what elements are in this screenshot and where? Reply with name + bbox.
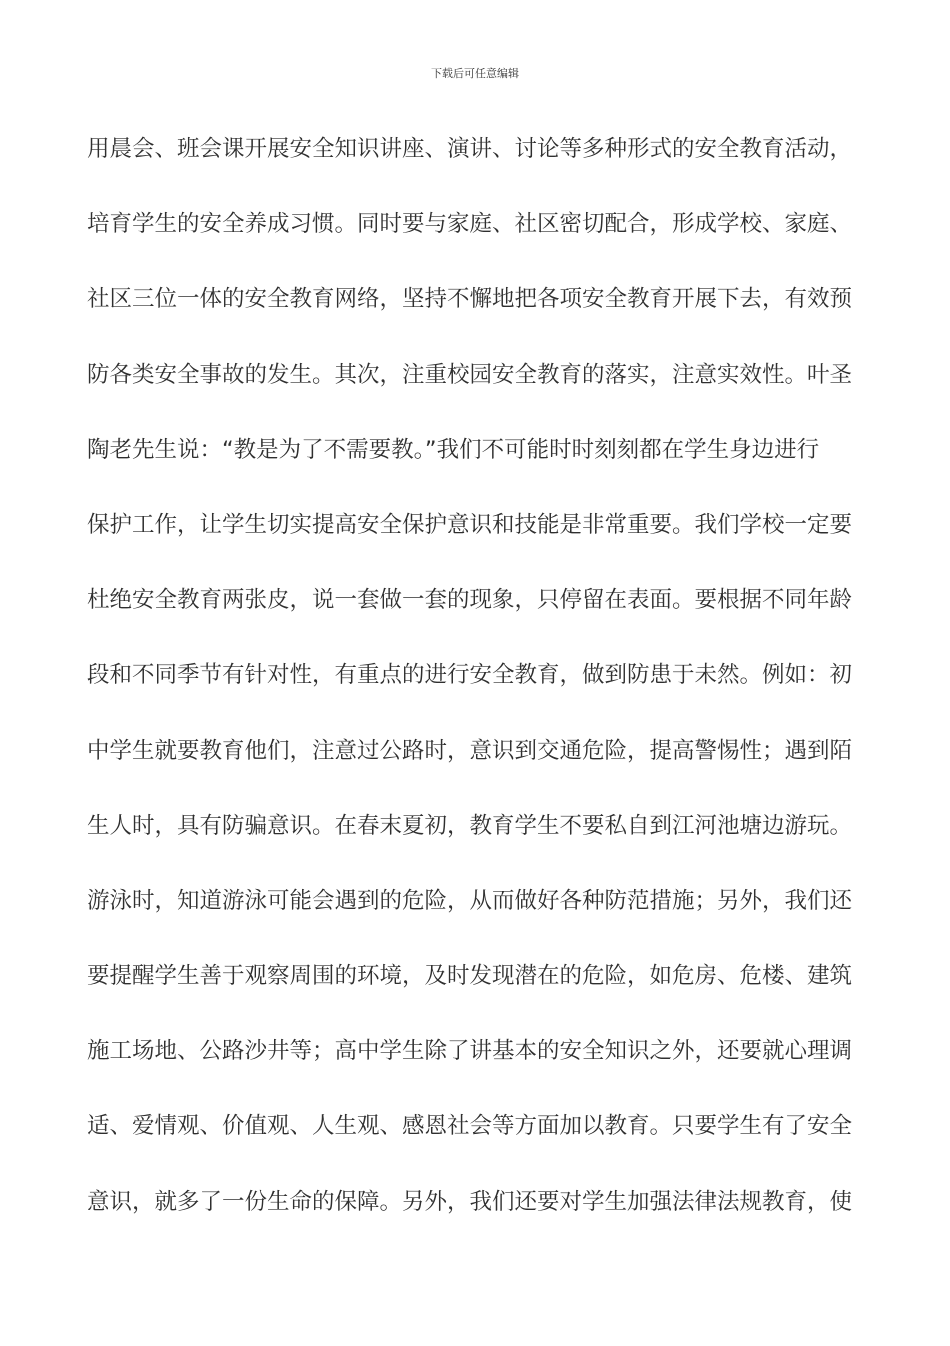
text-line: 陶老先生说：“教是为了不需要教。”我们不可能时时刻刻都在学生身边进行 [87,436,820,463]
text-line: 防各类安全事故的发生。其次，注重校园安全教育的落实，注意实效性。叶圣 [87,361,853,388]
body-text [87,126,887,1254]
text-line: 意识，就多了一份生命的保障。另外，我们还要对学生加强法律法规教育，使 [87,1188,853,1215]
text-line: 游泳时，知道游泳可能会遇到的危险，从而做好各种防范措施；另外，我们还 [87,887,853,914]
text-line: 用晨会、班会课开展安全知识讲座、演讲、讨论等多种形式的安全教育活动， [87,136,853,162]
text-line: 保护工作，让学生切实提高安全保护意识和技能是非常重要。我们学校一定要 [87,511,853,538]
text-line: 施工场地、公路沙井等；高中学生除了讲基本的安全知识之外，还要就心理调 [87,1038,853,1065]
text-line: 要提醒学生善于观察周围的环境，及时发现潜在的危险，如危房、危楼、建筑 [87,963,853,990]
text-line: 适、爱情观、价值观、人生观、感恩社会等方面加以教育。只要学生有了安全 [87,1113,853,1140]
text-line: 中学生就要教育他们，注意过公路时，意识到交通危险，提高警惕性；遇到陌 [87,737,853,764]
text-line: 段和不同季节有针对性，有重点的进行安全教育，做到防患于未然。例如：初 [87,662,853,689]
text-line: 杜绝安全教育两张皮，说一套做一套的现象，只停留在表面。要根据不同年龄 [87,587,853,614]
text-line: 培育学生的安全养成习惯。同时要与家庭、社区密切配合，形成学校、家庭、 [87,211,853,238]
text-line: 社区三位一体的安全教育网络，坚持不懈地把各项安全教育开展下去，有效预 [87,286,853,313]
page-header: 下载后可任意编辑 [431,67,519,80]
text-line: 生人时，具有防骗意识。在春末夏初，教育学生不要私自到江河池塘边游玩。 [87,812,853,839]
